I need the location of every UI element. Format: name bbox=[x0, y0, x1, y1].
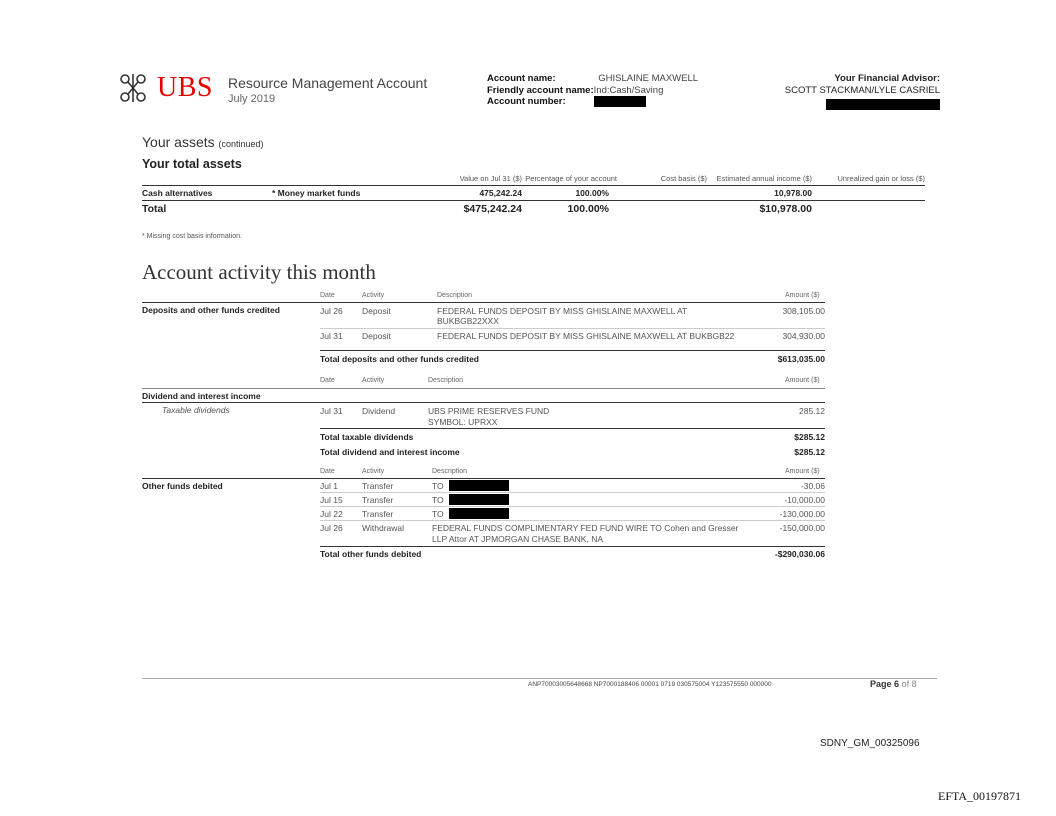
deposits-total-amount: $613,035.00 bbox=[777, 354, 825, 364]
total-assets-table bbox=[142, 174, 925, 217]
divider bbox=[320, 328, 825, 329]
col-amount: Amount ($) bbox=[785, 292, 820, 299]
activity-title: Account activity this month bbox=[142, 260, 376, 284]
friendly-name-label: Friendly account name: bbox=[487, 84, 594, 96]
page-of: of bbox=[901, 679, 910, 689]
row-amount: 285.12 bbox=[799, 406, 825, 416]
col-estimated-income: Estimated annual income ($) bbox=[707, 174, 812, 186]
page-label: Page bbox=[870, 679, 892, 689]
account-type: Resource Management Account bbox=[228, 75, 428, 91]
row-amount: 304,930.00 bbox=[782, 331, 825, 341]
row-amount: -30.06 bbox=[800, 481, 825, 491]
statement-period: July 2019 bbox=[228, 93, 276, 105]
row-date: Jul 26 bbox=[320, 523, 343, 533]
assets-total-percent: 100.00% bbox=[567, 203, 609, 215]
footer-rule bbox=[142, 678, 937, 679]
divider bbox=[320, 350, 825, 351]
divider bbox=[320, 492, 825, 493]
col-cost-basis: Cost basis ($) bbox=[617, 174, 707, 186]
col-activity: Activity bbox=[362, 377, 385, 384]
table-row bbox=[142, 186, 925, 201]
row-activity: Transfer bbox=[362, 481, 394, 491]
ubs-logo-text: UBS bbox=[157, 72, 213, 103]
col-date: Date bbox=[320, 377, 335, 384]
assets-total-income: $10,978.00 bbox=[759, 203, 812, 215]
debits-total-amount: -$290,030.06 bbox=[774, 549, 825, 559]
total-assets-title: Your total assets bbox=[142, 157, 242, 171]
page-number bbox=[870, 679, 917, 689]
asset-category: Cash alternatives bbox=[142, 186, 272, 201]
asset-cost bbox=[617, 186, 707, 201]
asset-name: * Money market funds bbox=[272, 186, 392, 201]
col-date: Date bbox=[320, 468, 335, 475]
ubs-keys-icon bbox=[115, 70, 151, 106]
row-activity: Transfer bbox=[362, 495, 394, 505]
debits-label: Other funds debited bbox=[142, 481, 223, 491]
assets-footnote: * Missing cost basis information. bbox=[142, 233, 242, 240]
row-description: FEDERAL FUNDS DEPOSIT BY MISS GHISLAINE MAXWELL AT BUKBGB22 bbox=[437, 331, 735, 341]
col-description: Description bbox=[428, 377, 464, 384]
advisor-redaction bbox=[826, 99, 940, 110]
row-description-cont: LLP Attor AT JPMORGAN CHASE BANK, NA bbox=[432, 534, 604, 544]
dividend-total-amount: $285.12 bbox=[794, 447, 825, 457]
payee-redaction bbox=[449, 508, 509, 519]
row-description: UBS PRIME RESERVES FUND bbox=[428, 406, 550, 416]
bates-number: SDNY_GM_00325096 bbox=[820, 738, 920, 749]
asset-value: 475,242.24 bbox=[392, 186, 522, 201]
col-date: Date bbox=[320, 292, 335, 299]
col-description: Description bbox=[437, 292, 473, 299]
col-value: Value on Jul 31 ($) bbox=[392, 174, 522, 186]
divider bbox=[142, 388, 825, 389]
row-amount: -10,000.00 bbox=[784, 495, 825, 505]
assets-title-suffix: (continued) bbox=[218, 139, 264, 149]
footer-code: ANP70003005648668 NP7000188406 00001 0719 030575004 Y123575550 000000 bbox=[528, 681, 772, 688]
row-activity: Withdrawal bbox=[362, 523, 405, 533]
row-description: TO bbox=[432, 495, 444, 505]
col-description: Description bbox=[432, 468, 468, 475]
assets-total-row bbox=[142, 201, 925, 218]
asset-gain bbox=[812, 186, 925, 201]
dividends-label: Dividend and interest income bbox=[142, 391, 261, 401]
taxable-total-label: Total taxable dividends bbox=[320, 432, 414, 442]
taxable-dividends-label: Taxable dividends bbox=[162, 405, 230, 415]
row-date: Jul 15 bbox=[320, 495, 343, 505]
divider bbox=[320, 546, 825, 547]
assets-total-value: $475,242.24 bbox=[463, 203, 522, 215]
divider bbox=[320, 506, 825, 507]
account-number-label: Account number: bbox=[487, 96, 566, 108]
col-activity: Activity bbox=[362, 468, 385, 475]
divider bbox=[320, 520, 825, 521]
account-name-label: Account name: bbox=[487, 73, 556, 84]
row-amount: -130,000.00 bbox=[779, 509, 825, 519]
financial-advisor bbox=[785, 73, 940, 114]
divider bbox=[142, 402, 825, 403]
col-activity: Activity bbox=[362, 292, 385, 299]
asset-percent: 100.00% bbox=[522, 186, 617, 201]
col-amount: Amount ($) bbox=[785, 468, 820, 475]
divider bbox=[142, 478, 825, 479]
assets-header-row bbox=[142, 174, 925, 186]
row-description: TO bbox=[432, 481, 444, 491]
assets-title-text: Your assets bbox=[142, 134, 215, 150]
dividend-total-label: Total dividend and interest income bbox=[320, 447, 460, 457]
assets-total-label: Total bbox=[142, 203, 167, 215]
debits-total-label: Total other funds debited bbox=[320, 549, 422, 559]
advisor-label: Your Financial Advisor: bbox=[834, 73, 940, 84]
friendly-name-value: Ind:Cash/Saving bbox=[593, 84, 664, 96]
assets-title bbox=[142, 134, 264, 150]
row-date: Jul 26 bbox=[320, 306, 343, 316]
asset-income: 10,978.00 bbox=[707, 186, 812, 201]
row-description-cont: SYMBOL: UPRXX bbox=[428, 417, 498, 427]
row-activity: Deposit bbox=[362, 331, 391, 341]
row-description: FEDERAL FUNDS COMPLIMENTARY FED FUND WIRE TO Cohen and Gresser bbox=[432, 523, 739, 533]
row-date: Jul 31 bbox=[320, 406, 343, 416]
row-date: Jul 1 bbox=[320, 481, 338, 491]
row-activity: Deposit bbox=[362, 306, 391, 316]
row-amount: 308,105.00 bbox=[782, 306, 825, 316]
account-number-redaction bbox=[594, 96, 646, 107]
col-percentage: Percentage of your account bbox=[522, 174, 617, 186]
divider bbox=[142, 302, 825, 303]
row-amount: -150,000.00 bbox=[779, 523, 825, 533]
col-unrealized-gain: Unrealized gain or loss ($) bbox=[812, 174, 925, 186]
advisor-value: SCOTT STACKMAN/LYLE CASRIEL bbox=[784, 84, 940, 96]
divider bbox=[320, 428, 825, 429]
row-description-cont: BUKBGB22XXX bbox=[437, 316, 499, 326]
payee-redaction bbox=[449, 480, 509, 491]
taxable-total-amount: $285.12 bbox=[794, 432, 825, 442]
account-info bbox=[487, 73, 698, 108]
ubs-logo bbox=[115, 70, 213, 106]
row-activity: Transfer bbox=[362, 509, 394, 519]
col-amount: Amount ($) bbox=[785, 377, 820, 384]
page-total: 8 bbox=[911, 679, 917, 689]
deposits-total-label: Total deposits and other funds credited bbox=[320, 354, 479, 364]
row-activity: Dividend bbox=[362, 406, 396, 416]
row-date: Jul 31 bbox=[320, 331, 343, 341]
row-description: FEDERAL FUNDS DEPOSIT BY MISS GHISLAINE MAXWELL AT bbox=[437, 306, 688, 316]
efta-number: EFTA_00197871 bbox=[938, 789, 1022, 803]
deposits-label: Deposits and other funds credited bbox=[142, 305, 280, 315]
row-description: TO bbox=[432, 509, 444, 519]
row-date: Jul 22 bbox=[320, 509, 343, 519]
payee-redaction bbox=[449, 494, 509, 505]
account-name-value: GHISLAINE MAXWELL bbox=[598, 73, 699, 84]
page-current: 6 bbox=[894, 679, 900, 689]
